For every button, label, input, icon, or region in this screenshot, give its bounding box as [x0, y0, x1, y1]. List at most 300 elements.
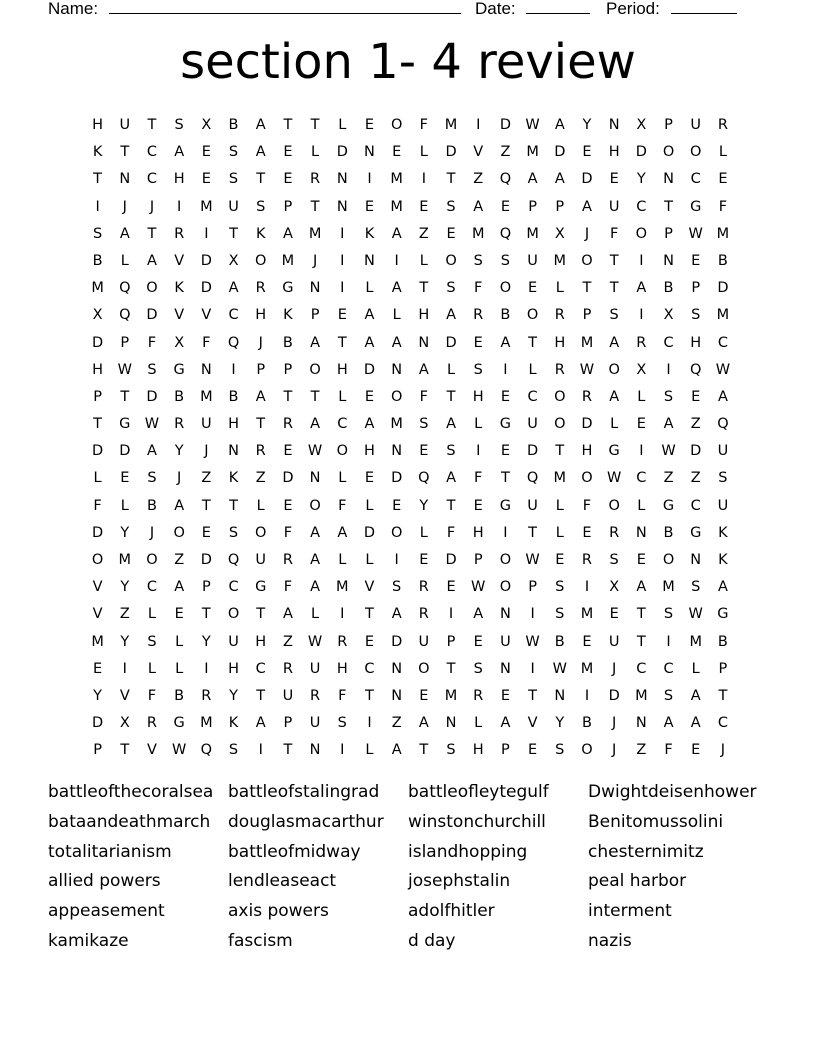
- grid-letter: F: [283, 524, 293, 541]
- grid-letter: S: [500, 252, 511, 269]
- grid-letter: H: [472, 388, 484, 405]
- grid-letter: E: [364, 388, 375, 405]
- grid-letter: R: [282, 660, 293, 677]
- grid-letter: E: [500, 687, 510, 704]
- grid-letter: N: [228, 443, 239, 460]
- grid-letter: L: [147, 606, 157, 623]
- grid-letter: U: [500, 633, 511, 650]
- header-fields: [48, 0, 788, 20]
- grid-letter: U: [119, 117, 131, 133]
- grid-letter: A: [500, 334, 511, 351]
- grid-letter: F: [283, 579, 293, 596]
- grid-letter: A: [174, 579, 185, 596]
- grid-letter: I: [584, 579, 590, 596]
- grid-letter: P: [528, 579, 537, 596]
- grid-letter: C: [690, 497, 701, 514]
- grid-letter: A: [310, 416, 321, 433]
- grid-letter: K: [718, 524, 728, 541]
- word-bank-item: appeasement: [48, 901, 165, 922]
- grid-letter: T: [310, 198, 320, 215]
- grid-letter: O: [146, 280, 158, 297]
- grid-letter: E: [609, 606, 619, 623]
- grid-letter: L: [338, 117, 347, 133]
- grid-letter: N: [336, 171, 348, 188]
- grid-letter: N: [663, 252, 674, 269]
- grid-letter: T: [555, 443, 565, 460]
- grid-letter: S: [691, 307, 701, 324]
- grid-letter: V: [527, 715, 538, 732]
- grid-letter: N: [200, 361, 212, 378]
- grid-letter: I: [122, 660, 127, 677]
- grid-letter: H: [581, 443, 593, 460]
- grid-letter: A: [418, 361, 429, 378]
- grid-letter: I: [367, 171, 372, 188]
- grid-letter: E: [582, 144, 592, 161]
- grid-letter: A: [717, 579, 728, 596]
- grid-letter: P: [283, 198, 293, 215]
- grid-letter: E: [636, 416, 646, 433]
- grid-letter: A: [391, 280, 402, 297]
- grid-letter: M: [580, 660, 594, 677]
- grid-letter: M: [118, 552, 132, 568]
- grid-letter: R: [554, 361, 565, 378]
- grid-letter: U: [309, 660, 321, 677]
- grid-letter: W: [525, 117, 540, 133]
- grid-letter: L: [365, 280, 374, 297]
- word-bank-item: peal harbor: [588, 871, 687, 892]
- grid-letter: C: [228, 307, 239, 324]
- grid-letter: N: [499, 606, 511, 623]
- grid-letter: H: [92, 361, 104, 378]
- grid-letter: S: [663, 687, 674, 704]
- grid-letter: T: [147, 225, 157, 242]
- grid-letter: A: [446, 307, 456, 324]
- grid-letter: O: [662, 552, 675, 568]
- grid-letter: D: [146, 388, 158, 405]
- grid-letter: U: [201, 416, 212, 433]
- grid-letter: S: [446, 280, 456, 297]
- grid-letter: I: [204, 660, 209, 677]
- grid-letter: A: [609, 334, 620, 351]
- grid-letter: E: [392, 144, 402, 161]
- grid-letter: S: [473, 361, 483, 378]
- grid-letter: M: [553, 252, 567, 269]
- grid-letter: B: [554, 633, 565, 650]
- grid-letter: T: [310, 117, 320, 133]
- grid-letter: N: [499, 660, 511, 677]
- grid-letter: E: [419, 687, 429, 704]
- grid-letter: F: [609, 225, 619, 242]
- grid-letter: H: [554, 334, 566, 351]
- grid-letter: L: [147, 660, 157, 677]
- grid-letter: M: [635, 687, 648, 704]
- word-bank-item: battleofleytegulf: [408, 782, 549, 802]
- grid-letter: O: [309, 497, 321, 514]
- word-bank-item: josephstalin: [408, 871, 511, 892]
- grid-letter: A: [391, 225, 402, 242]
- grid-letter: U: [717, 443, 729, 460]
- grid-letter: L: [528, 361, 537, 378]
- grid-letter: E: [283, 443, 293, 460]
- grid-letter: E: [364, 470, 375, 487]
- grid-letter: E: [446, 579, 456, 596]
- grid-letter: J: [149, 524, 155, 541]
- grid-letter: X: [92, 307, 103, 324]
- grid-letter: I: [95, 198, 100, 215]
- grid-letter: O: [690, 144, 702, 161]
- grid-letter: O: [173, 524, 185, 541]
- grid-letter: X: [636, 117, 647, 133]
- grid-letter: S: [228, 144, 239, 161]
- grid-letter: H: [472, 524, 484, 541]
- grid-letter: C: [527, 388, 538, 405]
- grid-letter: T: [528, 524, 538, 541]
- grid-letter: Y: [120, 633, 130, 650]
- grid-letter: N: [690, 552, 702, 568]
- grid-letter: D: [581, 416, 593, 433]
- word-bank-item: battleofmidway: [228, 841, 361, 862]
- grid-letter: M: [716, 307, 730, 324]
- word-bank-item: nazis: [588, 930, 632, 951]
- word-bank-item: Benitomussolini: [588, 811, 724, 832]
- grid-letter: F: [718, 198, 728, 215]
- grid-letter: U: [282, 687, 294, 704]
- grid-letter: O: [608, 361, 620, 378]
- grid-letter: O: [499, 579, 512, 596]
- grid-letter: Y: [636, 171, 646, 188]
- grid-letter: S: [392, 579, 402, 596]
- grid-letter: R: [636, 334, 647, 351]
- grid-letter: A: [310, 524, 321, 541]
- grid-letter: T: [201, 606, 211, 623]
- grid-letter: I: [258, 742, 263, 759]
- grid-letter: A: [174, 144, 185, 161]
- grid-letter: W: [471, 579, 486, 596]
- grid-letter: F: [147, 687, 157, 704]
- grid-letter: I: [503, 361, 508, 378]
- grid-letter: J: [149, 198, 155, 215]
- grid-letter: S: [228, 742, 239, 759]
- grid-letter: J: [122, 198, 127, 215]
- grid-letter: T: [446, 171, 456, 188]
- grid-letter: T: [120, 388, 130, 405]
- grid-letter: M: [91, 633, 104, 650]
- grid-letter: H: [336, 361, 348, 378]
- grid-letter: M: [390, 198, 403, 215]
- grid-letter: A: [364, 416, 375, 433]
- grid-letter: A: [554, 171, 565, 188]
- grid-letter: C: [364, 660, 375, 677]
- grid-letter: T: [256, 171, 266, 188]
- grid-letter: D: [635, 144, 647, 161]
- grid-letter: M: [444, 117, 458, 133]
- grid-letter: N: [364, 252, 375, 269]
- grid-letter: R: [609, 524, 620, 541]
- grid-letter: K: [174, 280, 184, 297]
- grid-letter: N: [663, 171, 674, 188]
- grid-letter: S: [446, 198, 456, 215]
- grid-letter: A: [527, 171, 538, 188]
- grid-letter: S: [446, 443, 456, 460]
- grid-letter: R: [554, 307, 565, 324]
- grid-letter: N: [391, 687, 403, 704]
- grid-letter: U: [255, 552, 267, 568]
- grid-letter: O: [309, 361, 321, 378]
- grid-letter: C: [636, 470, 647, 487]
- grid-letter: Z: [690, 416, 701, 433]
- grid-letter: L: [419, 524, 428, 541]
- grid-letter: E: [283, 171, 293, 188]
- grid-letter: S: [92, 225, 103, 242]
- grid-letter: E: [609, 171, 619, 188]
- grid-letter: L: [474, 715, 483, 732]
- grid-letter: J: [177, 470, 182, 487]
- grid-letter: Y: [201, 633, 211, 650]
- grid-letter: A: [255, 144, 266, 161]
- grid-letter: T: [636, 633, 646, 650]
- grid-letter: N: [608, 117, 620, 133]
- grid-letter: K: [364, 225, 375, 242]
- grid-letter: V: [92, 606, 103, 623]
- grid-letter: S: [256, 198, 266, 215]
- grid-letter: N: [445, 715, 457, 732]
- grid-letter: Z: [201, 470, 212, 487]
- grid-letter: T: [365, 606, 374, 623]
- grid-letter: D: [119, 443, 131, 460]
- grid-letter: Z: [636, 742, 647, 759]
- grid-letter: C: [146, 579, 158, 596]
- grid-letter: D: [92, 443, 104, 460]
- grid-letter: F: [338, 687, 347, 704]
- grid-letter: E: [364, 117, 375, 133]
- grid-letter: S: [228, 524, 239, 541]
- grid-letter: H: [690, 334, 702, 351]
- grid-letter: J: [584, 225, 590, 242]
- grid-letter: P: [310, 307, 320, 324]
- grid-letter: D: [92, 524, 104, 541]
- grid-letter: A: [473, 198, 484, 215]
- word-bank-item: adolfhitler: [408, 901, 495, 922]
- grid-letter: O: [554, 388, 566, 405]
- grid-letter: H: [364, 443, 375, 460]
- grid-letter: I: [476, 443, 481, 460]
- grid-letter: P: [664, 225, 673, 242]
- grid-letter: M: [308, 225, 322, 242]
- grid-letter: F: [664, 742, 673, 759]
- word-search-grid: [84, 112, 737, 765]
- grid-letter: A: [364, 307, 375, 324]
- grid-letter: O: [390, 117, 403, 133]
- grid-letter: L: [555, 497, 564, 514]
- grid-letter: X: [663, 307, 674, 324]
- grid-letter: W: [525, 552, 540, 568]
- grid-letter: B: [663, 524, 674, 541]
- grid-letter: A: [391, 742, 402, 759]
- grid-letter: A: [690, 715, 701, 732]
- grid-letter: T: [636, 606, 646, 623]
- grid-letter: G: [717, 606, 729, 623]
- grid-letter: N: [364, 144, 375, 161]
- grid-letter: L: [446, 361, 456, 378]
- grid-letter: W: [688, 225, 703, 242]
- grid-letter: X: [119, 715, 130, 732]
- grid-letter: T: [120, 742, 130, 759]
- grid-letter: T: [609, 280, 619, 297]
- grid-letter: P: [93, 742, 102, 759]
- grid-letter: Q: [418, 470, 430, 487]
- grid-letter: A: [255, 388, 266, 405]
- grid-letter: A: [717, 388, 728, 405]
- grid-letter: R: [717, 117, 728, 133]
- grid-letter: G: [662, 497, 675, 514]
- grid-letter: Z: [663, 470, 674, 487]
- grid-letter: I: [340, 280, 345, 297]
- grid-letter: M: [444, 687, 458, 704]
- grid-letter: S: [555, 606, 565, 623]
- grid-letter: A: [364, 334, 375, 351]
- grid-letter: I: [394, 552, 399, 568]
- grid-letter: I: [666, 633, 671, 650]
- grid-letter: T: [528, 687, 538, 704]
- grid-letter: Z: [418, 225, 429, 242]
- grid-letter: A: [609, 388, 620, 405]
- grid-letter: E: [582, 633, 592, 650]
- grid-letter: E: [555, 552, 565, 568]
- grid-letter: A: [147, 252, 157, 269]
- grid-letter: Q: [526, 470, 539, 487]
- grid-letter: D: [200, 552, 212, 568]
- grid-letter: B: [146, 497, 157, 514]
- grid-letter: D: [200, 280, 212, 297]
- grid-letter: T: [419, 742, 429, 759]
- grid-letter: V: [119, 687, 130, 704]
- grid-letter: T: [229, 225, 238, 242]
- grid-letter: E: [636, 552, 646, 568]
- grid-letter: M: [471, 225, 485, 242]
- grid-letter: L: [175, 660, 184, 677]
- grid-letter: F: [338, 497, 347, 514]
- grid-letter: L: [392, 307, 401, 324]
- grid-letter: Q: [717, 416, 729, 433]
- grid-letter: S: [174, 117, 184, 133]
- grid-letter: E: [473, 497, 483, 514]
- grid-letter: D: [499, 117, 511, 133]
- grid-letter: E: [473, 334, 483, 351]
- grid-letter: K: [255, 225, 266, 242]
- grid-letter: O: [499, 552, 512, 568]
- grid-letter: E: [283, 497, 293, 514]
- grid-letter: R: [473, 687, 484, 704]
- grid-letter: S: [473, 660, 483, 677]
- grid-letter: I: [204, 225, 209, 242]
- grid-letter: L: [555, 280, 564, 297]
- date-field: [475, 0, 590, 19]
- grid-letter: V: [201, 307, 212, 324]
- grid-letter: N: [309, 742, 321, 759]
- grid-letter: Y: [120, 579, 130, 596]
- grid-letter: A: [636, 579, 647, 596]
- grid-letter: A: [310, 579, 321, 596]
- grid-letter: L: [691, 660, 700, 677]
- grid-letter: E: [691, 388, 701, 405]
- grid-letter: W: [307, 633, 323, 650]
- grid-letter: J: [312, 252, 318, 269]
- grid-letter: L: [637, 388, 646, 405]
- period-field: [606, 0, 737, 19]
- grid-letter: A: [446, 416, 456, 433]
- grid-letter: W: [688, 606, 703, 623]
- grid-letter: N: [418, 334, 430, 351]
- grid-letter: E: [500, 443, 510, 460]
- grid-letter: R: [282, 552, 293, 568]
- grid-letter: B: [174, 388, 185, 405]
- grid-letter: Z: [119, 606, 130, 623]
- period-blank: [671, 0, 737, 14]
- name-field: [48, 0, 461, 19]
- grid-letter: R: [146, 715, 157, 732]
- grid-letter: S: [691, 579, 701, 596]
- grid-letter: R: [337, 633, 348, 650]
- grid-letter: U: [309, 715, 321, 732]
- grid-letter: I: [666, 361, 671, 378]
- word-bank-item: d day: [408, 930, 456, 951]
- grid-letter: B: [581, 715, 592, 732]
- word-bank-item: fascism: [228, 930, 293, 951]
- grid-letter: W: [661, 443, 676, 460]
- grid-letter: E: [201, 171, 211, 188]
- grid-letter: T: [93, 416, 103, 433]
- grid-letter: S: [663, 388, 674, 405]
- word-bank-item: lendleaseact: [228, 871, 337, 892]
- grid-letter: S: [419, 416, 429, 433]
- grid-letter: H: [608, 144, 620, 161]
- grid-letter: A: [582, 198, 592, 215]
- grid-letter: Y: [229, 687, 238, 704]
- grid-letter: E: [93, 660, 103, 677]
- grid-letter: V: [92, 579, 103, 596]
- grid-letter: U: [690, 117, 702, 133]
- grid-letter: O: [227, 606, 240, 623]
- grid-letter: G: [173, 361, 185, 378]
- grid-letter: T: [528, 334, 538, 351]
- grid-letter: B: [92, 252, 103, 269]
- grid-letter: R: [473, 307, 484, 324]
- grid-letter: D: [92, 334, 104, 351]
- grid-letter: S: [718, 470, 728, 487]
- grid-letter: S: [555, 742, 565, 759]
- grid-letter: C: [337, 416, 348, 433]
- grid-letter: J: [258, 334, 263, 351]
- grid-letter: W: [117, 361, 132, 378]
- grid-letter: R: [201, 687, 212, 704]
- grid-letter: L: [120, 497, 129, 514]
- grid-letter: E: [419, 443, 429, 460]
- grid-letter: H: [255, 633, 267, 650]
- grid-letter: T: [201, 497, 211, 514]
- grid-letter: C: [255, 660, 266, 677]
- grid-letter: A: [500, 715, 511, 732]
- grid-letter: R: [310, 171, 321, 188]
- grid-letter: A: [418, 715, 429, 732]
- word-bank-item: interment: [588, 901, 672, 922]
- grid-letter: P: [691, 280, 701, 297]
- grid-letter: O: [608, 497, 620, 514]
- grid-letter: D: [336, 144, 348, 161]
- grid-letter: O: [146, 552, 158, 568]
- grid-letter: O: [581, 470, 593, 487]
- grid-letter: Y: [419, 497, 429, 514]
- grid-letter: M: [281, 252, 295, 269]
